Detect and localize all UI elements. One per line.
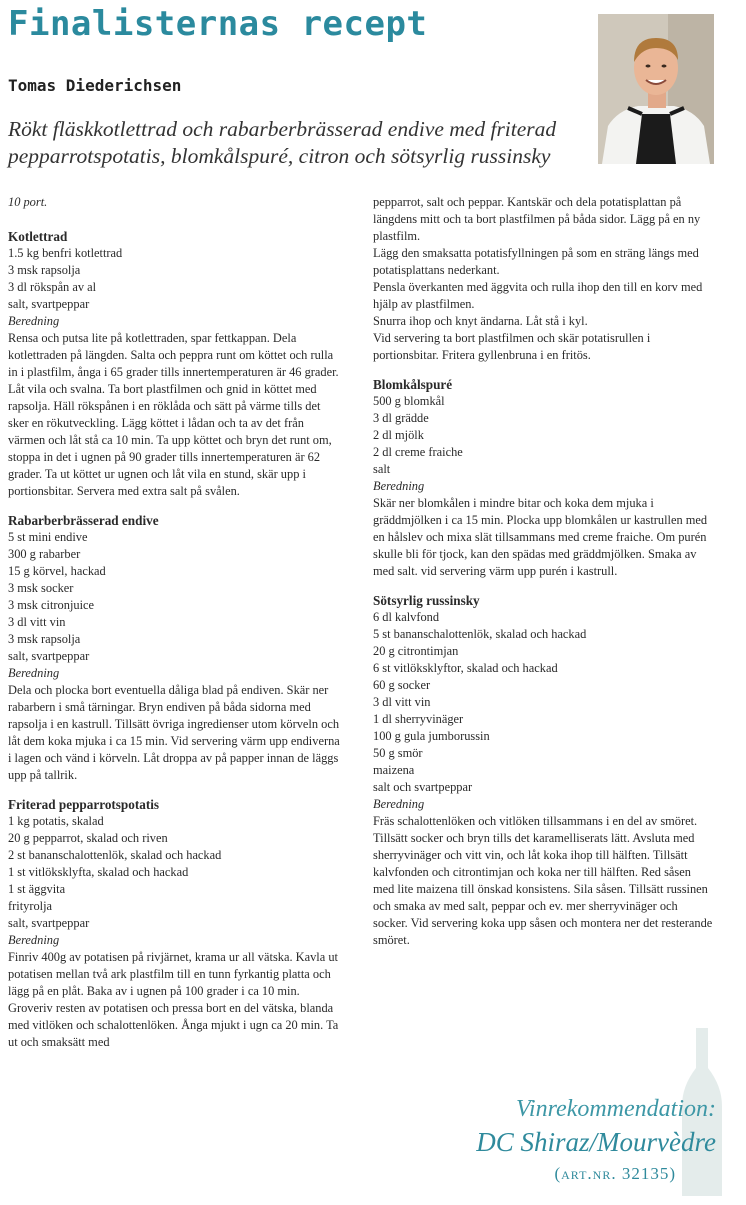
ingredient-list xyxy=(8,529,344,665)
ingredient-item: 3 dl vitt vin xyxy=(8,615,66,629)
method-label: Beredning xyxy=(8,933,60,947)
recipe-section xyxy=(373,592,713,949)
ingredient-item: salt, svartpeppar xyxy=(8,649,90,663)
ingredient-item: 5 st bananschalottenlök, skalad och hackad xyxy=(373,627,587,641)
ingredient-item: 2 st bananschalottenlök, skalad och hackad xyxy=(8,848,222,862)
method-text: pepparrot, salt och peppar. Kantskär och dela potatisplattan på längdens mitt och ta bort plastfilmen på båda sidor. Lägg på en ny plastfilm. xyxy=(373,195,701,243)
ingredient-item: 3 msk rapsolja xyxy=(8,263,81,277)
recipe-section xyxy=(8,228,344,500)
portions: 10 port. xyxy=(8,195,48,209)
ingredient-item: 3 msk socker xyxy=(8,581,74,595)
ingredient-list xyxy=(8,813,344,932)
ingredient-item: 3 msk rapsolja xyxy=(8,632,81,646)
continued-text xyxy=(373,194,713,364)
ingredient-item: 60 g socker xyxy=(373,678,431,692)
method-text: Fräs schalottenlöken och vitlöken tillsammans i en del av smöret. Tillsätt socker och bryn tills det karamelliserats lätt. Avsluta med sherryvinäger och vitt vin, och låt koka ihop till hälften. Tillsätt kalvfonden och citrontimjan och koka ner till hälften. Red såsen med lite maizena till önskad konsistens. Sila såsen. Tillsätt russinen och smaka av med salt, peppar och ev. mer sherryvinäger och socker. Vid servering koka upp såsen och montera ner det resterande smöret. xyxy=(373,814,713,947)
method-text: Snurra ihop och knyt ändarna. Låt stå i kyl. xyxy=(373,314,588,328)
ingredient-item: 20 g citrontimjan xyxy=(373,644,459,658)
ingredient-item: 50 g smör xyxy=(373,746,423,760)
ingredient-item: 1 dl sherryvinäger xyxy=(373,712,464,726)
recipe-section xyxy=(373,376,713,580)
ingredient-item: salt, svartpeppar xyxy=(8,916,90,930)
method-text: Vid servering ta bort plastfilmen och skär potatisrullen i portionsbitar. Fritera gyllenbruna i en fritös. xyxy=(373,331,651,362)
recipe-section xyxy=(8,796,344,1051)
chef-name: Tomas Diederichsen xyxy=(8,76,182,95)
chef-photo xyxy=(598,14,714,164)
ingredient-item: 1.5 kg benfri kotlettrad xyxy=(8,246,123,260)
wine-recommendation xyxy=(470,1096,716,1184)
method-text: Pensla överkanten med äggvita och rulla ihop den till en korv med hjälp av plastfilmen. xyxy=(373,280,703,311)
method-text: Finriv 400g av potatisen på rivjärnet, krama ur all vätska. Kavla ut potatisen mellan två ark plastfilm till en tunn fyrkantig platta och lägg på en plåt. Baka av i ugnen på 100 grader i ca 10 min. Groveriv resten av potatisen och pressa bort en del vätska, blanda med vitlöken och schalottenlöken. Ånga mjukt i ugn ca 20 min. Ta ut och smaksätt med xyxy=(8,950,339,1049)
method-label: Beredning xyxy=(8,666,60,680)
recipe-section xyxy=(8,512,344,784)
ingredient-item: 500 g blomkål xyxy=(373,394,445,408)
ingredient-item: 3 dl vitt vin xyxy=(373,695,431,709)
ingredient-item: 6 st vitlöksklyftor, skalad och hackad xyxy=(373,661,558,675)
dish-title: Rökt fläskkotlettrad och rabarberbrässerad endive med friterad pepparrotspotatis, blomkålspuré, citron och sötsyrlig russinsky xyxy=(8,117,557,168)
right-column xyxy=(373,194,713,961)
ingredient-item: 2 dl creme fraiche xyxy=(373,445,463,459)
ingredient-item: 2 dl mjölk xyxy=(373,428,424,442)
wine-name: DC Shiraz/Mourvèdre xyxy=(476,1127,716,1157)
ingredient-item: 3 dl grädde xyxy=(373,411,429,425)
ingredient-item: 3 dl rökspån av al xyxy=(8,280,97,294)
wine-heading: Vinrekommendation: xyxy=(516,1096,716,1122)
ingredient-item: salt och svartpeppar xyxy=(373,780,473,794)
page-title: Finalisternas recept xyxy=(8,4,428,44)
ingredient-item: 3 msk citronjuice xyxy=(8,598,95,612)
chef-portrait-icon xyxy=(598,14,714,164)
ingredient-item: 15 g körvel, hackad xyxy=(8,564,106,578)
ingredient-item: 6 dl kalvfond xyxy=(373,610,440,624)
method-text: Lägg den smaksatta potatisfyllningen på som en sträng längs med potatisplattans nederkant. xyxy=(373,246,699,277)
ingredient-item: maizena xyxy=(373,763,415,777)
section-title: Rabarberbrässerad endive xyxy=(8,513,159,528)
section-title: Friterad pepparrotspotatis xyxy=(8,797,160,812)
ingredient-list xyxy=(373,393,713,478)
method-label: Beredning xyxy=(373,797,425,811)
ingredient-item: 100 g gula jumborussin xyxy=(373,729,490,743)
method-text: Skär ner blomkålen i mindre bitar och koka dem mjuka i gräddmjölken i ca 15 min. Plocka upp blomkålen ur kastrullen med en hålslev och mixa slät tillsammans med creme fraiche. Om purén skulle bli för tjock, kan den spädas med gräddmjölken. Smaka av med salt. vid servering värm upp purén i kastrull. xyxy=(373,496,708,578)
ingredient-list xyxy=(8,245,344,313)
ingredient-item: 20 g pepparrot, skalad och riven xyxy=(8,831,168,845)
wine-article-number: (art.nr. 32135) xyxy=(554,1164,676,1183)
ingredient-item: salt xyxy=(373,462,391,476)
ingredient-item: 1 st vitlöksklyfta, skalad och hackad xyxy=(8,865,189,879)
method-text: Dela och plocka bort eventuella dåliga blad på endiven. Skär ner rabarbern i små tärningar. Bryn endiven på båda sidorna med rapsolja i en kastrull. Tillsätt övriga ingredienser utom körveln och låt dem koka mjuka i ca 15 min. Vid servering värm upp endiverna i lagen och vänd i körveln. Låt droppa av på papper innan de läggs upp på tallrik. xyxy=(8,683,340,782)
ingredient-item: frityrolja xyxy=(8,899,53,913)
ingredient-item: 300 g rabarber xyxy=(8,547,81,561)
section-title: Sötsyrlig russinsky xyxy=(373,593,480,608)
method-label: Beredning xyxy=(8,314,60,328)
ingredient-item: 1 st äggvita xyxy=(8,882,66,896)
ingredient-list xyxy=(373,609,713,796)
ingredient-item: salt, svartpeppar xyxy=(8,297,90,311)
ingredient-item: 1 kg potatis, skalad xyxy=(8,814,104,828)
method-text: Rensa och putsa lite på kotlettraden, spar fettkappan. Dela kotlettraden på längden. Salta och peppra runt om köttet och rulla in i plastfilm, ånga i 65 grader tills innertemperaturen är 46 grader. Låt vila och svalna. Ta bort plastfilmen och gnid in köttet med rapsolja. Häll rökspånen i en röklåda och sätt på värme tills det sker en rökutveckling. Lägg köttet i lådan och ta av det från värmen och låt stå ca 10 min. Ta upp köttet och bryn det runt om, stoppa in det i ugnen på 90 grader tills innertemperaturen är 62 grader. Ta ut köttet ur ugnen och låt vila en stund, skär upp i portionsbitar. Servera med extra salt på svålen. xyxy=(8,331,339,498)
method-label: Beredning xyxy=(373,479,425,493)
left-column xyxy=(8,194,344,1063)
section-title: Kotlettrad xyxy=(8,229,68,244)
ingredient-item: 5 st mini endive xyxy=(8,530,88,544)
section-title: Blomkålspuré xyxy=(373,377,453,392)
